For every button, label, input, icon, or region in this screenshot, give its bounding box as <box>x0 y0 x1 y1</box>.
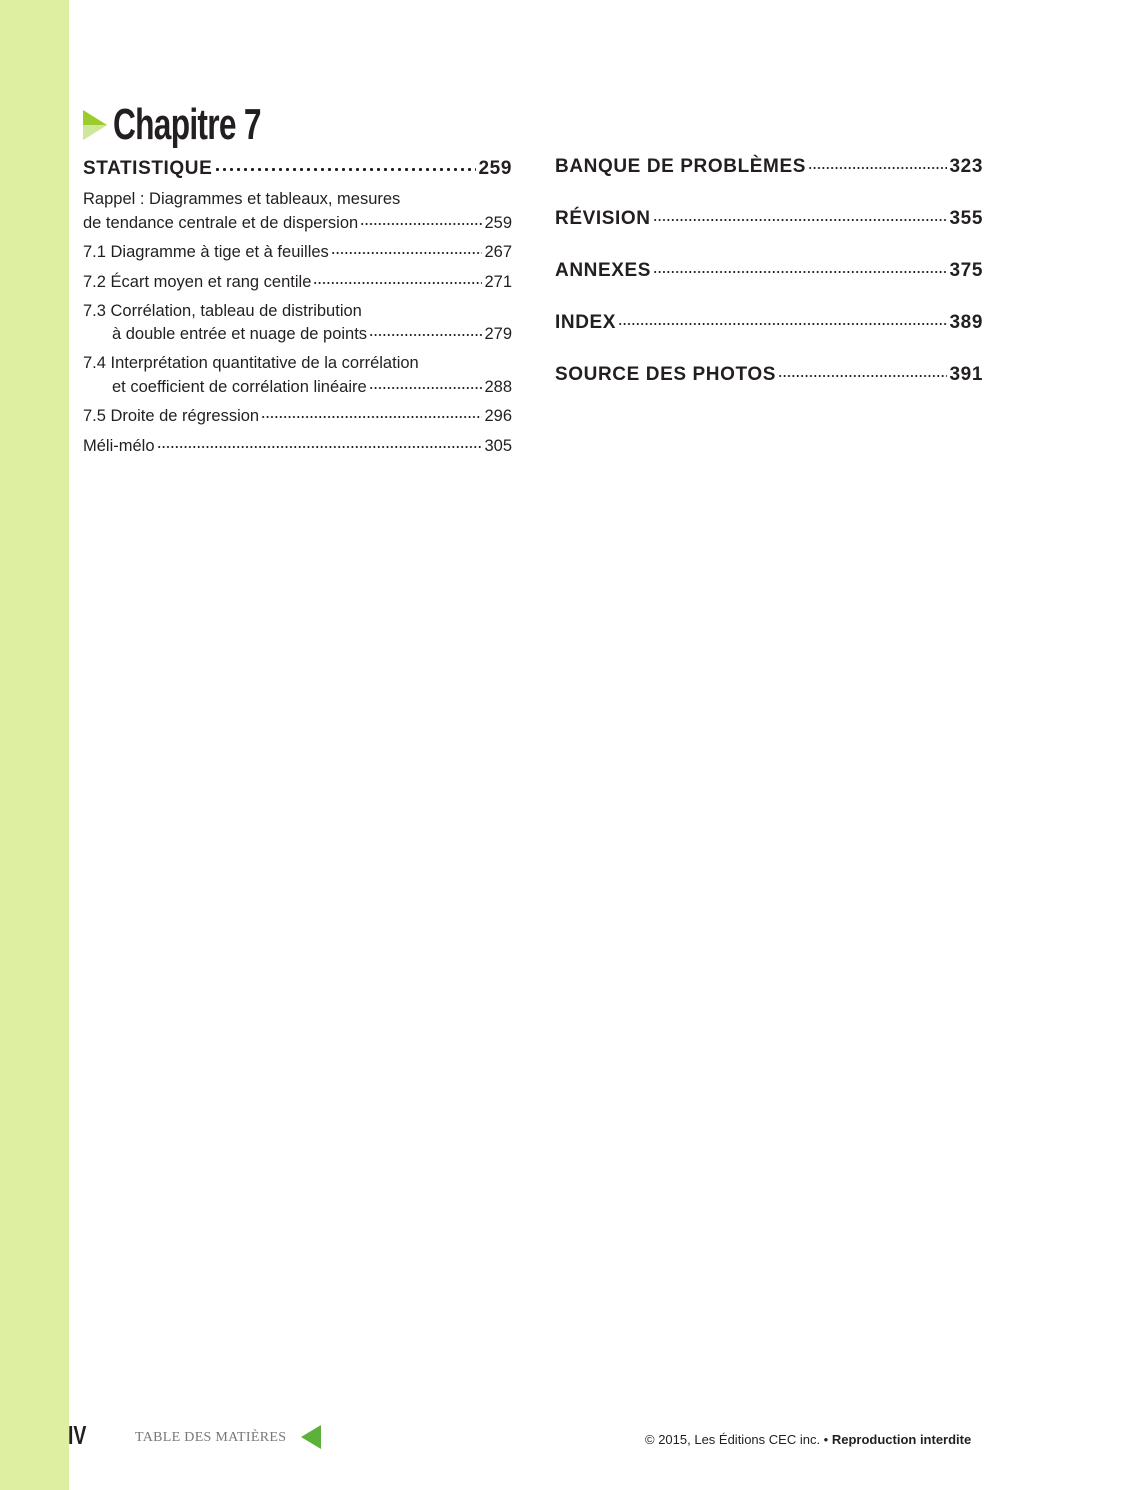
toc-page: 259 <box>478 158 512 179</box>
toc-label: BANQUE DE PROBLÈMES <box>555 156 807 177</box>
copyright-text: © 2015, Les Éditions CEC inc. • <box>645 1432 829 1447</box>
toc-main-entry[interactable] <box>83 155 512 180</box>
toc-label-cont: de tendance centrale et de dispersion <box>83 213 359 232</box>
dot-leader <box>313 270 482 287</box>
toc-label: ANNEXES <box>555 260 652 281</box>
dot-leader <box>653 257 947 276</box>
chapter-title: Chapitre 7 <box>113 100 261 149</box>
toc-label: INDEX <box>555 312 617 333</box>
toc-main-entry[interactable] <box>555 153 983 178</box>
toc-page: 391 <box>949 364 983 385</box>
dot-leader <box>214 155 476 174</box>
toc-label-cont: et coefficient de corrélation linéaire <box>112 377 367 396</box>
footer-section-label: TABLE DES MATIÈRES <box>135 1430 287 1445</box>
toc-left-column <box>83 155 512 464</box>
toc-page: 271 <box>484 272 512 291</box>
toc-page: 296 <box>484 407 512 425</box>
toc-page: 288 <box>484 377 512 396</box>
toc-label: Rappel : Diagrammes et tableaux, mesures <box>83 190 401 208</box>
dot-leader <box>261 405 482 422</box>
page-number: IV <box>68 1420 87 1450</box>
dot-leader <box>360 211 482 228</box>
toc-page: 279 <box>484 325 512 343</box>
dot-leader <box>618 309 947 328</box>
toc-main-entry[interactable] <box>555 257 983 282</box>
toc-label: RÉVISION <box>555 208 651 229</box>
toc-label: Méli-mélo <box>83 436 155 455</box>
dot-leader <box>778 361 947 380</box>
toc-label: 7.1 Diagramme à tige et à feuilles <box>83 243 329 261</box>
dot-leader <box>157 434 483 451</box>
toc-entry[interactable] <box>83 352 512 399</box>
rights-text: Reproduction interdite <box>831 1432 972 1447</box>
toc-page: 259 <box>484 213 512 232</box>
toc-page: 305 <box>484 436 512 455</box>
toc-entry[interactable] <box>83 434 512 458</box>
chapter-heading <box>83 100 318 150</box>
dot-leader <box>653 205 948 224</box>
toc-page: 323 <box>949 156 983 177</box>
copyright <box>645 1432 971 1447</box>
toc-label: 7.2 Écart moyen et rang centile <box>83 272 312 291</box>
toc-entry[interactable] <box>83 270 512 294</box>
toc-label: STATISTIQUE <box>83 158 213 179</box>
dot-leader <box>369 375 483 392</box>
arrow-left-icon <box>301 1425 321 1449</box>
chevron-right-icon <box>83 110 107 140</box>
toc-main-entry[interactable] <box>555 309 983 334</box>
toc-label-cont: à double entrée et nuage de points <box>112 325 368 343</box>
toc-label: SOURCE DES PHOTOS <box>555 364 776 385</box>
dot-leader <box>369 323 482 340</box>
page-margin-band <box>0 0 69 1490</box>
toc-label: 7.4 Interprétation quantitative de la corrélation <box>83 354 419 372</box>
dot-leader <box>808 153 947 172</box>
toc-page: 267 <box>484 243 512 261</box>
toc-label: 7.5 Droite de régression <box>83 407 260 425</box>
toc-page: 375 <box>949 260 983 281</box>
toc-label: 7.3 Corrélation, tableau de distribution <box>83 301 362 320</box>
toc-entry[interactable] <box>83 405 512 429</box>
toc-entry[interactable] <box>83 188 512 235</box>
toc-main-entry[interactable] <box>555 205 983 230</box>
toc-main-entry[interactable] <box>555 361 983 386</box>
toc-page: 389 <box>949 312 983 333</box>
toc-entry[interactable] <box>83 300 512 347</box>
toc-right-column <box>555 153 983 413</box>
toc-entry[interactable] <box>83 241 512 265</box>
dot-leader <box>331 241 483 258</box>
toc-page: 355 <box>949 208 983 229</box>
